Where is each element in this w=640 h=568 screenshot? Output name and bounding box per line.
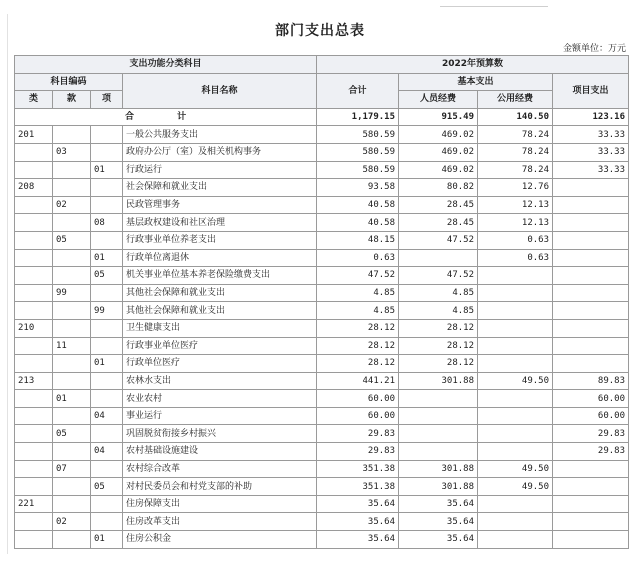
cell-lei: [15, 425, 53, 443]
total-total: 1,179.15: [317, 108, 399, 126]
header-subject-name: 科目名称: [123, 73, 317, 108]
cell-kuan: 11: [53, 337, 91, 355]
cell-kuan: [53, 214, 91, 232]
cell-lei: [15, 407, 53, 425]
cell-kuan: [53, 443, 91, 461]
cell-personnel: 469.02: [399, 126, 478, 144]
cell-public: [478, 443, 553, 461]
cell-project: [553, 355, 629, 373]
cell-kuan: 05: [53, 425, 91, 443]
header-basic: 基本支出: [399, 73, 553, 91]
cell-personnel: [399, 390, 478, 408]
cell-lei: 213: [15, 372, 53, 390]
cell-name: 基层政权建设和社区治理: [123, 214, 317, 232]
cell-total: 35.64: [317, 495, 399, 513]
total-personnel: 915.49: [399, 108, 478, 126]
cell-xiang: [91, 425, 123, 443]
cell-project: [553, 302, 629, 320]
header-kuan: 款: [53, 91, 91, 109]
table-row: [15, 302, 629, 320]
cell-xiang: 05: [91, 478, 123, 496]
cell-lei: [15, 214, 53, 232]
table-row: [15, 478, 629, 496]
cell-project: [553, 267, 629, 285]
table-row: [15, 372, 629, 390]
cell-project: 33.33: [553, 143, 629, 161]
cell-kuan: 01: [53, 390, 91, 408]
cell-kuan: [53, 126, 91, 144]
cell-project: 60.00: [553, 407, 629, 425]
table-row: [15, 460, 629, 478]
cell-public: 78.24: [478, 161, 553, 179]
cell-kuan: 07: [53, 460, 91, 478]
cell-name: 其他社会保障和就业支出: [123, 302, 317, 320]
cell-project: [553, 249, 629, 267]
cell-lei: [15, 531, 53, 549]
cell-total: 60.00: [317, 390, 399, 408]
cell-kuan: [53, 161, 91, 179]
cell-xiang: [91, 460, 123, 478]
page-title: 部门支出总表: [275, 23, 365, 39]
cell-public: 0.63: [478, 249, 553, 267]
header-personnel: 人员经费: [399, 91, 478, 109]
cell-kuan: [53, 495, 91, 513]
cell-public: 12.76: [478, 179, 553, 197]
cell-lei: [15, 143, 53, 161]
cell-personnel: 47.52: [399, 267, 478, 285]
cell-total: 35.64: [317, 513, 399, 531]
cell-xiang: [91, 143, 123, 161]
cell-project: 33.33: [553, 161, 629, 179]
header-func-category: 支出功能分类科目: [15, 56, 317, 74]
cell-name: 一般公共服务支出: [123, 126, 317, 144]
cell-kuan: [53, 267, 91, 285]
cell-xiang: [91, 495, 123, 513]
cell-name: 对村民委员会和村党支部的补助: [123, 478, 317, 496]
cell-personnel: 469.02: [399, 143, 478, 161]
total-public: 140.50: [478, 108, 553, 126]
cell-xiang: [91, 126, 123, 144]
cell-lei: [15, 443, 53, 461]
cell-project: [553, 531, 629, 549]
cell-total: 60.00: [317, 407, 399, 425]
cell-total: 40.58: [317, 196, 399, 214]
cell-personnel: 35.64: [399, 531, 478, 549]
cell-project: [553, 196, 629, 214]
cell-project: [553, 513, 629, 531]
cell-xiang: [91, 390, 123, 408]
header-lei: 类: [15, 91, 53, 109]
cell-public: 78.24: [478, 143, 553, 161]
cell-project: [553, 179, 629, 197]
total-row: [15, 108, 629, 126]
cell-kuan: [53, 531, 91, 549]
cell-personnel: [399, 249, 478, 267]
cell-name: 住房改革支出: [123, 513, 317, 531]
cell-kuan: [53, 478, 91, 496]
cell-public: [478, 355, 553, 373]
cell-name: 行政事业单位养老支出: [123, 231, 317, 249]
cell-xiang: 01: [91, 531, 123, 549]
cell-kuan: [53, 319, 91, 337]
cell-total: 4.85: [317, 302, 399, 320]
cell-personnel: 80.82: [399, 179, 478, 197]
cell-personnel: 47.52: [399, 231, 478, 249]
cell-total: 40.58: [317, 214, 399, 232]
table-row: [15, 143, 629, 161]
cell-public: 12.13: [478, 214, 553, 232]
cell-name: 行政单位离退休: [123, 249, 317, 267]
cell-total: 28.12: [317, 337, 399, 355]
cell-personnel: 301.88: [399, 460, 478, 478]
cell-lei: [15, 231, 53, 249]
cell-public: 0.63: [478, 231, 553, 249]
cell-personnel: [399, 425, 478, 443]
left-rule: [7, 14, 8, 554]
cell-name: 卫生健康支出: [123, 319, 317, 337]
table-row: [15, 161, 629, 179]
cell-personnel: [399, 407, 478, 425]
cell-name: 社会保障和就业支出: [123, 179, 317, 197]
table-row: [15, 319, 629, 337]
cell-lei: [15, 390, 53, 408]
cell-lei: 221: [15, 495, 53, 513]
cell-xiang: [91, 372, 123, 390]
cell-name: 民政管理事务: [123, 196, 317, 214]
cell-personnel: 301.88: [399, 372, 478, 390]
cell-name: 农村基础设施建设: [123, 443, 317, 461]
cell-lei: [15, 355, 53, 373]
cell-public: [478, 513, 553, 531]
cell-name: 机关事业单位基本养老保险缴费支出: [123, 267, 317, 285]
cell-project: 60.00: [553, 390, 629, 408]
cell-project: [553, 337, 629, 355]
header-subject-code: 科目编码: [15, 73, 123, 91]
cell-xiang: [91, 231, 123, 249]
cell-kuan: [53, 249, 91, 267]
cell-xiang: 05: [91, 267, 123, 285]
table-row: [15, 531, 629, 549]
cell-total: 28.12: [317, 319, 399, 337]
cell-personnel: 35.64: [399, 495, 478, 513]
cell-xiang: 01: [91, 161, 123, 179]
cell-lei: [15, 161, 53, 179]
cell-name: 农林水支出: [123, 372, 317, 390]
table-row: [15, 390, 629, 408]
cell-public: [478, 425, 553, 443]
cell-personnel: 4.85: [399, 302, 478, 320]
cell-total: 580.59: [317, 126, 399, 144]
cell-kuan: [53, 179, 91, 197]
cell-kuan: [53, 407, 91, 425]
cell-public: [478, 407, 553, 425]
cell-public: [478, 337, 553, 355]
cell-public: 49.50: [478, 372, 553, 390]
cell-xiang: 01: [91, 355, 123, 373]
cell-xiang: 99: [91, 302, 123, 320]
table-row: [15, 443, 629, 461]
cell-kuan: [53, 372, 91, 390]
header-total: 合计: [317, 73, 399, 108]
cell-project: [553, 231, 629, 249]
cell-name: 行政运行: [123, 161, 317, 179]
cell-kuan: 05: [53, 231, 91, 249]
cell-personnel: 35.64: [399, 513, 478, 531]
cell-total: 93.58: [317, 179, 399, 197]
cell-public: [478, 531, 553, 549]
total-project: 123.16: [553, 108, 629, 126]
table-row: [15, 267, 629, 285]
cell-public: [478, 302, 553, 320]
table-row: [15, 214, 629, 232]
cell-personnel: 28.12: [399, 355, 478, 373]
table-row: [15, 355, 629, 373]
cell-total: 580.59: [317, 143, 399, 161]
table-row: [15, 284, 629, 302]
cell-public: 78.24: [478, 126, 553, 144]
cell-name: 事业运行: [123, 407, 317, 425]
expenditure-table: [14, 55, 629, 549]
cell-kuan: [53, 355, 91, 373]
cell-name: 其他社会保障和就业支出: [123, 284, 317, 302]
cell-project: [553, 284, 629, 302]
cell-project: [553, 460, 629, 478]
cell-kuan: 02: [53, 196, 91, 214]
total-label: 合 计: [15, 108, 317, 126]
cell-lei: [15, 196, 53, 214]
header-budget-year: 2022年预算数: [317, 56, 629, 74]
cell-lei: [15, 267, 53, 285]
cell-xiang: [91, 284, 123, 302]
cell-total: 351.38: [317, 478, 399, 496]
table-row: [15, 425, 629, 443]
table-row: [15, 407, 629, 425]
cell-public: [478, 284, 553, 302]
cell-total: 47.52: [317, 267, 399, 285]
header-public: 公用经费: [478, 91, 553, 109]
cell-name: 农业农村: [123, 390, 317, 408]
cell-xiang: [91, 513, 123, 531]
table-row: [15, 249, 629, 267]
cell-personnel: 28.12: [399, 337, 478, 355]
cell-name: 住房公积金: [123, 531, 317, 549]
cell-total: 580.59: [317, 161, 399, 179]
cell-total: 29.83: [317, 425, 399, 443]
cell-kuan: 02: [53, 513, 91, 531]
cell-lei: 208: [15, 179, 53, 197]
cell-xiang: [91, 196, 123, 214]
header-project: 项目支出: [553, 73, 629, 108]
cell-total: 4.85: [317, 284, 399, 302]
cell-project: [553, 495, 629, 513]
cell-lei: [15, 513, 53, 531]
cell-project: 89.83: [553, 372, 629, 390]
cell-personnel: 28.45: [399, 196, 478, 214]
cell-lei: [15, 460, 53, 478]
cell-name: 行政事业单位医疗: [123, 337, 317, 355]
cell-lei: [15, 302, 53, 320]
cell-total: 0.63: [317, 249, 399, 267]
cell-lei: 210: [15, 319, 53, 337]
cell-name: 农村综合改革: [123, 460, 317, 478]
cell-public: [478, 319, 553, 337]
cell-personnel: 28.45: [399, 214, 478, 232]
cell-xiang: [91, 319, 123, 337]
cell-total: 28.12: [317, 355, 399, 373]
cell-name: 行政单位医疗: [123, 355, 317, 373]
cell-total: 29.83: [317, 443, 399, 461]
unit-label: 金额单位：万元: [562, 44, 626, 54]
cell-kuan: 03: [53, 143, 91, 161]
table-row: [15, 126, 629, 144]
cell-personnel: 28.12: [399, 319, 478, 337]
cell-total: 351.38: [317, 460, 399, 478]
table-row: [15, 179, 629, 197]
cell-total: 441.21: [317, 372, 399, 390]
cell-public: 12.13: [478, 196, 553, 214]
cell-project: [553, 214, 629, 232]
cell-xiang: 01: [91, 249, 123, 267]
cell-lei: [15, 249, 53, 267]
cell-project: [553, 478, 629, 496]
cell-project: 33.33: [553, 126, 629, 144]
cell-xiang: 04: [91, 407, 123, 425]
table-row: [15, 196, 629, 214]
cell-lei: 201: [15, 126, 53, 144]
cell-public: [478, 390, 553, 408]
header-xiang: 项: [91, 91, 123, 109]
cell-personnel: 469.02: [399, 161, 478, 179]
cell-public: [478, 267, 553, 285]
cell-name: 巩固脱贫衔接乡村振兴: [123, 425, 317, 443]
top-rule: [440, 6, 548, 7]
cell-kuan: 99: [53, 284, 91, 302]
cell-xiang: [91, 337, 123, 355]
cell-public: 49.50: [478, 460, 553, 478]
cell-personnel: [399, 443, 478, 461]
cell-lei: [15, 337, 53, 355]
cell-name: 住房保障支出: [123, 495, 317, 513]
cell-name: 政府办公厅（室）及相关机构事务: [123, 143, 317, 161]
cell-project: 29.83: [553, 425, 629, 443]
cell-personnel: 301.88: [399, 478, 478, 496]
table-row: [15, 513, 629, 531]
cell-lei: [15, 478, 53, 496]
table-row: [15, 337, 629, 355]
cell-xiang: 04: [91, 443, 123, 461]
cell-lei: [15, 284, 53, 302]
cell-total: 48.15: [317, 231, 399, 249]
cell-public: [478, 495, 553, 513]
cell-xiang: [91, 179, 123, 197]
cell-xiang: 08: [91, 214, 123, 232]
table-row: [15, 495, 629, 513]
cell-project: 29.83: [553, 443, 629, 461]
cell-total: 35.64: [317, 531, 399, 549]
cell-personnel: 4.85: [399, 284, 478, 302]
cell-kuan: [53, 302, 91, 320]
cell-public: 49.50: [478, 478, 553, 496]
table-row: [15, 231, 629, 249]
cell-project: [553, 319, 629, 337]
